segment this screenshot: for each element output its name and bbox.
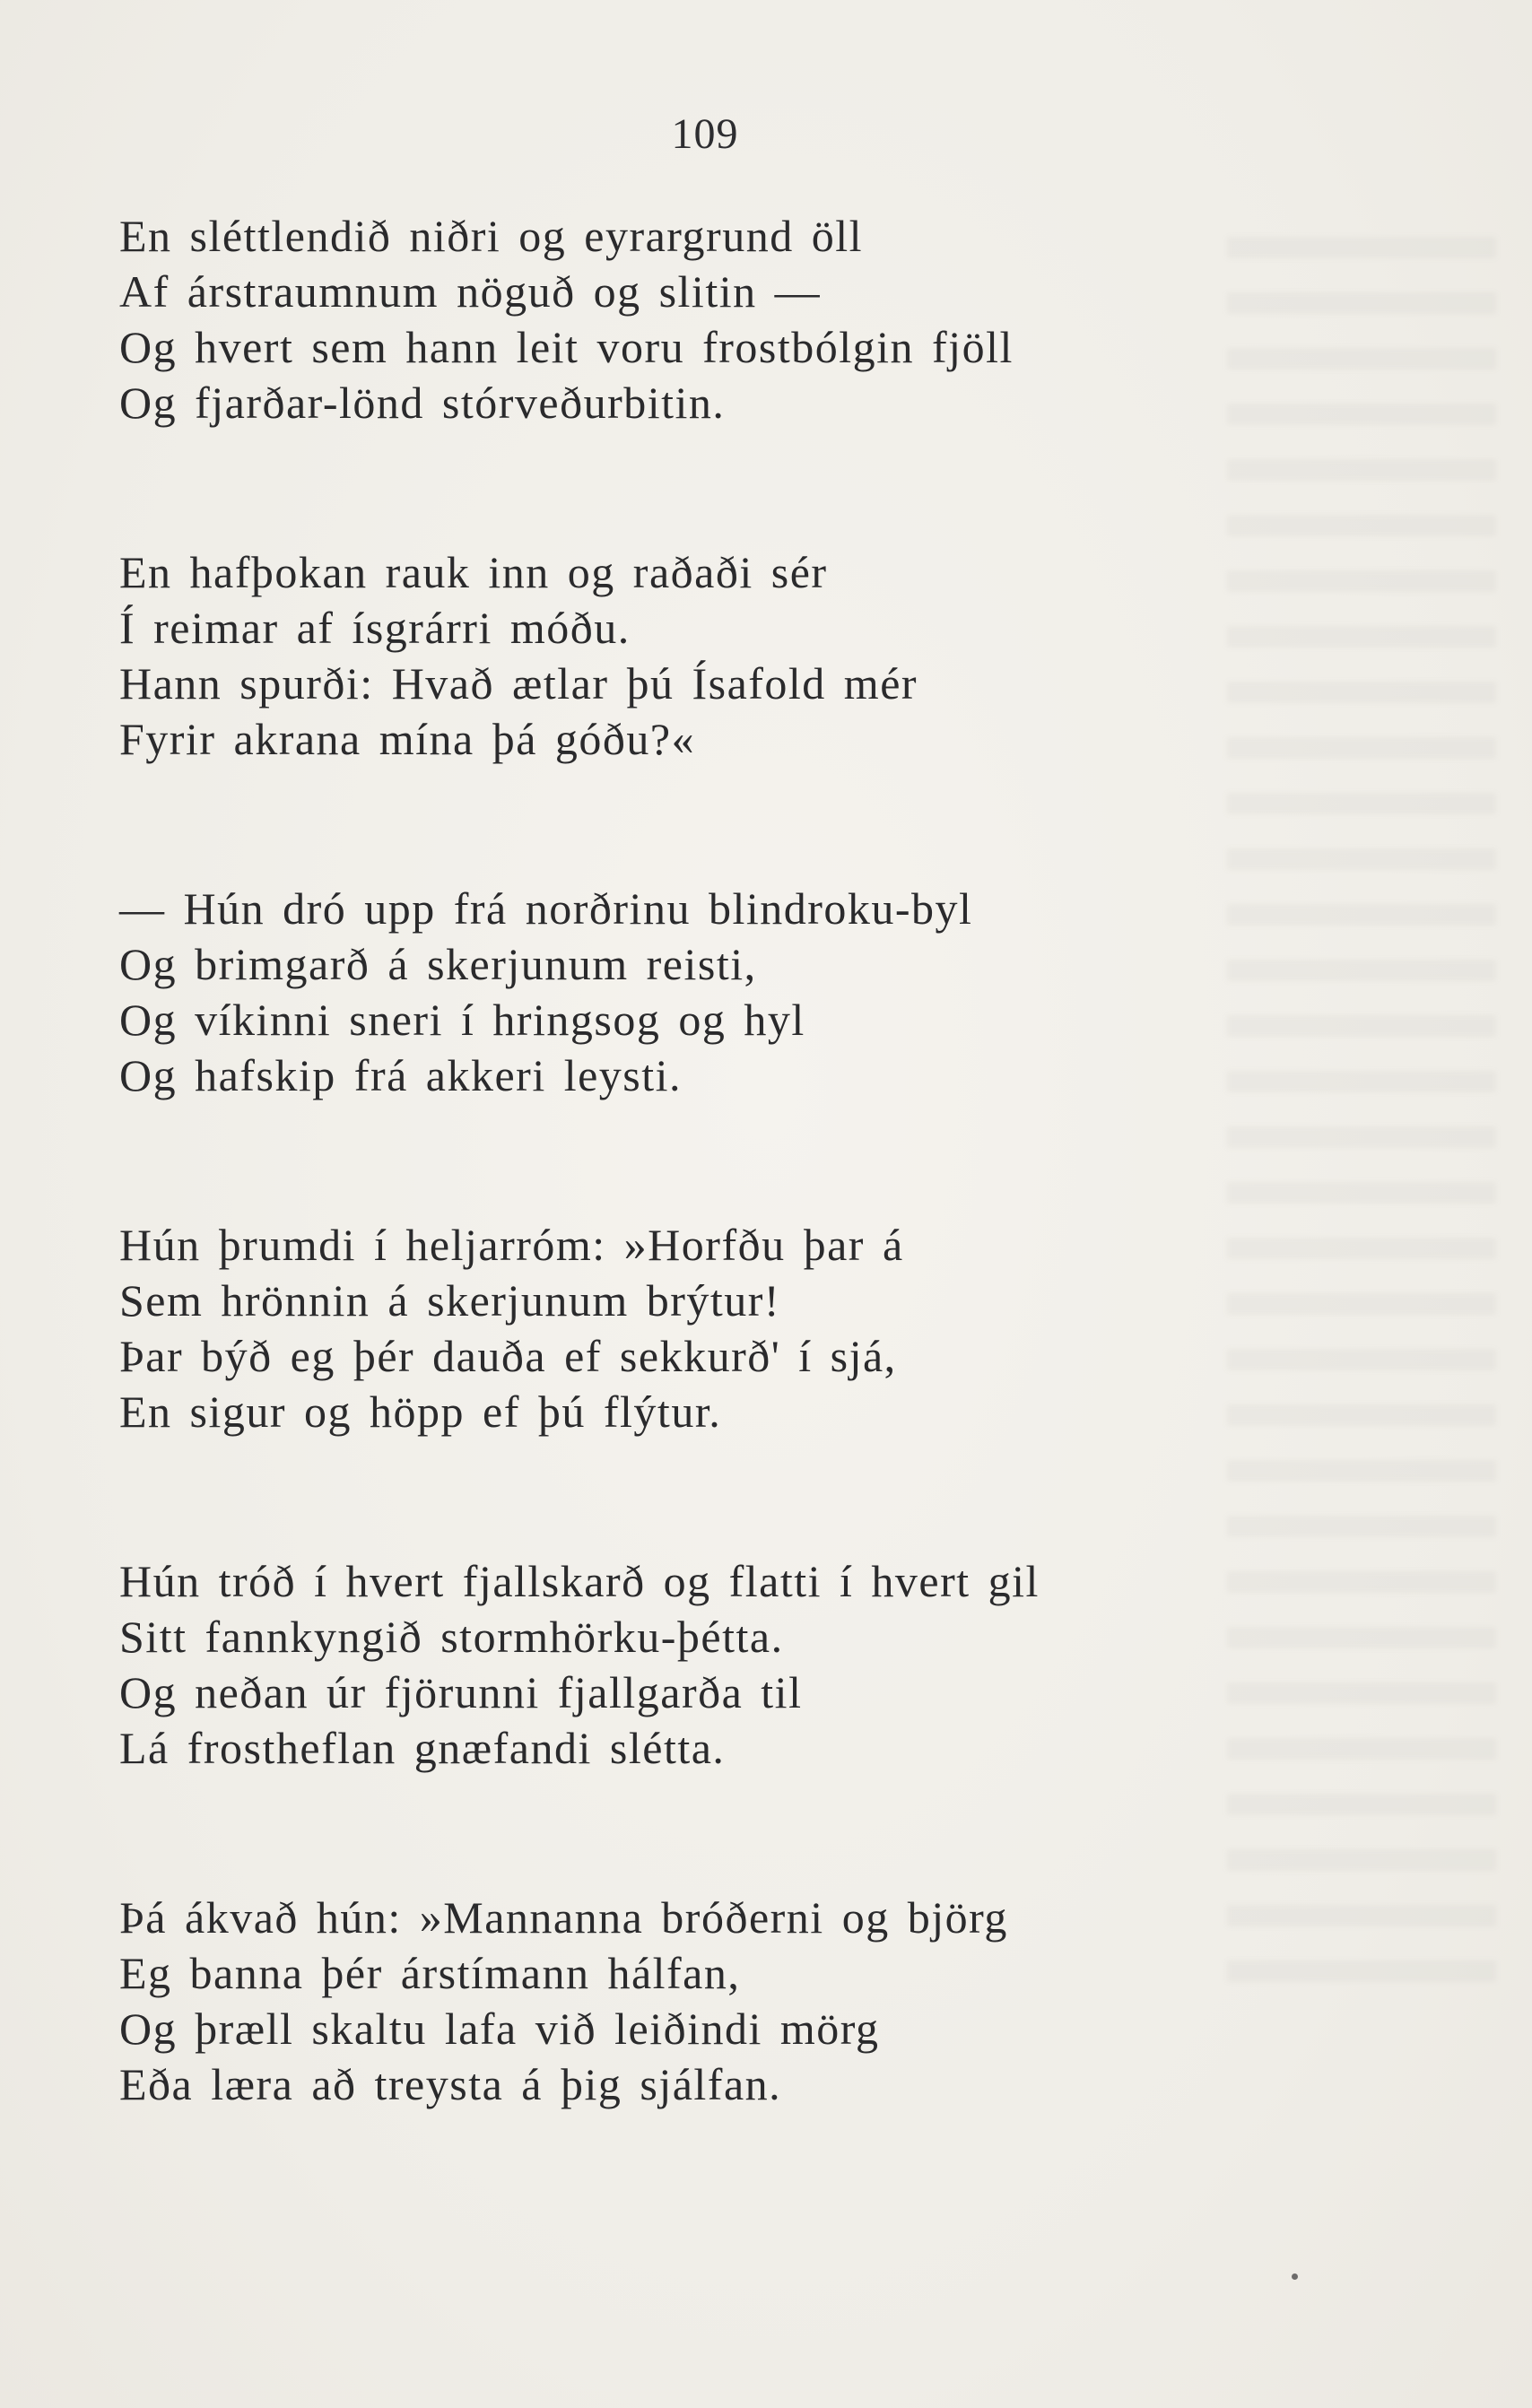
stanza (119, 1890, 1375, 2112)
stanza (119, 881, 1375, 1103)
poem (119, 208, 1375, 2112)
verse-line: Og neðan úr fjörunni fjallgarða til (119, 1667, 803, 1717)
verse-line: Hún þrumdi í heljarróm: »Horfðu þar á (119, 1220, 904, 1270)
stanza (119, 208, 1375, 430)
verse-line: Lá frostheflan gnæfandi slétta. (119, 1723, 726, 1773)
verse-line: Og fjarðar-lönd stórveðurbitin. (119, 378, 726, 428)
verse-line: Hún tróð í hvert fjallskarð og flatti í hvert gil (119, 1556, 1040, 1606)
verse-line: — Hún dró upp frá norðrinu blindroku-byl (119, 883, 973, 934)
verse-line: Þá ákvað hún: »Mannanna bróðerni og björg (119, 1892, 1008, 1943)
stanza (119, 1217, 1375, 1439)
ink-speck (1292, 2273, 1298, 2280)
verse-line: Sitt fannkyngið stormhörku-þétta. (119, 1612, 784, 1662)
verse-line: Og þræll skaltu lafa við leiðindi mörg (119, 2004, 880, 2054)
verse-line: Í reimar af ísgrárri móðu. (119, 603, 631, 653)
verse-line: Eða læra að treysta á þig sjálfan. (119, 2059, 782, 2109)
verse-line: Og hafskip frá akkeri leysti. (119, 1050, 683, 1100)
verse-line: Eg banna þér árstímann hálfan, (119, 1948, 741, 1998)
verse-line: Hann spurði: Hvað ætlar þú Ísafold mér (119, 658, 918, 708)
verse-line: En sléttlendið niðri og eyrargrund öll (119, 211, 863, 261)
verse-line: Fyrir akrana mína þá góðu?« (119, 714, 696, 764)
verse-line: Og hvert sem hann leit voru frostbólgin fjöll (119, 322, 1014, 372)
verse-line: En hafþokan rauk inn og raðaði sér (119, 547, 828, 597)
verse-line: Og brimgarð á skerjunum reisti, (119, 939, 757, 989)
verse-line: Af árstraumnum nöguð og slitin — (119, 266, 822, 317)
verse-line: Þar býð eg þér dauða ef sekkurð' í sjá, (119, 1331, 897, 1381)
stanza (119, 1553, 1375, 1776)
verse-line: En sigur og höpp ef þú flýtur. (119, 1387, 722, 1437)
page-number: 109 (671, 110, 739, 158)
verse-line: Sem hrönnin á skerjunum brýtur! (119, 1275, 781, 1326)
stanza (119, 544, 1375, 767)
verse-line: Og víkinni sneri í hringsog og hyl (119, 995, 805, 1045)
